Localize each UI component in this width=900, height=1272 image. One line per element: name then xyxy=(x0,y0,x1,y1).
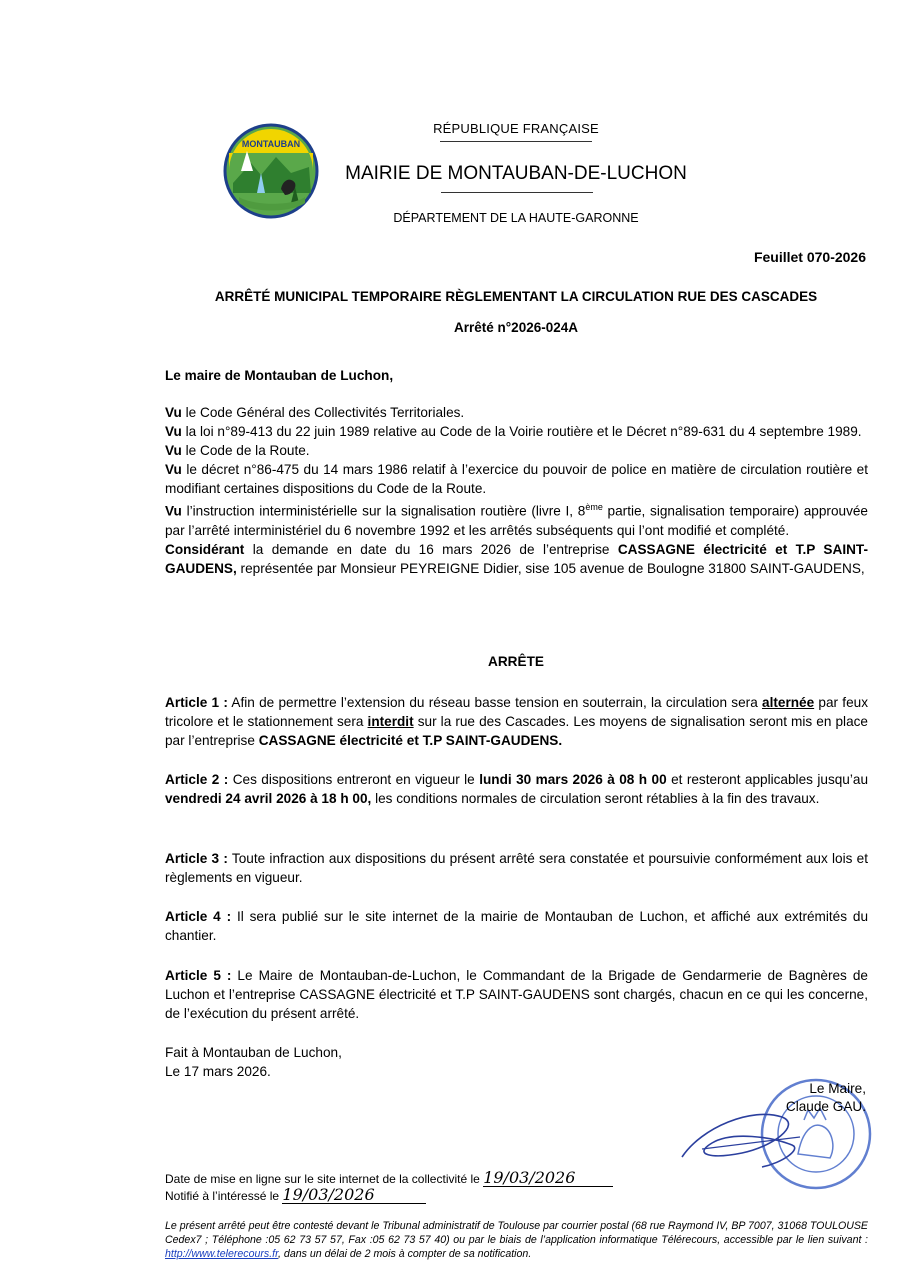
legal-notice: Le présent arrêté peut être contesté devant le Tribunal administratif de Toulouse par courrier postal (68 rue Raymond IV, BP 7007, 31068 TOULOUSE Cedex7 ; Téléphone :05 62 73 57 57, Fax :05 62 73 57 40) ou par le biais de l’application informatique Télérecours, accessible par le lien suivant : http://www.telerecours.fr, dans un délai de 2 mois à compter de sa notification. xyxy=(165,1220,868,1260)
opening-line: Le maire de Montauban de Luchon, xyxy=(165,368,394,383)
closing-date: Le 17 mars 2026. xyxy=(165,1064,271,1079)
republique-label: RÉPUBLIQUE FRANÇAISE xyxy=(433,121,599,136)
publication-block xyxy=(165,1170,613,1204)
vu-item: Vu le décret n°86-475 du 14 mars 1986 relatif à l’exercice du pouvoir de police en matière de circulation routière et modifiant certaines dispositions du Code de la Route. xyxy=(165,462,868,496)
article-5: Article 5 : Le Maire de Montauban-de-Luchon, le Commandant de la Brigade de Gendarmerie de Bagnères de Luchon et l’entreprise CASSAGNE électricité et T.P SAINT-GAUDENS sont chargés, chacun en ce qui les concerne, de l’exécution du présent arrêté. xyxy=(165,968,868,1021)
vu-section xyxy=(165,403,868,578)
article-1: Article 1 : Afin de permettre l’extension du réseau basse tension en souterrain, la circulation sera alternée par feux tricolore et le stationnement sera interdit sur la rue des Cascades. Les moyens de signalisation seront mis en place par l’entreprise CASSAGNE électricité et T.P SAINT-GAUDENS. xyxy=(165,695,869,748)
online-date: 19/03/2026 xyxy=(483,1170,613,1187)
signature-name: Claude GAU. xyxy=(785,1099,866,1114)
notified-date-line: Notifié à l’intéressé le 19/03/2026 xyxy=(165,1187,613,1204)
signature-block xyxy=(786,1080,866,1116)
feuillet-number: Feuillet 070-2026 xyxy=(753,249,866,265)
arrete-number: Arrêté n°2026-024A xyxy=(454,320,578,335)
divider xyxy=(440,141,592,142)
article-3: Article 3 : Toute infraction aux dispositions du présent arrêté sera constatée et poursuivie conformément aux lois et règlements en vigueur. xyxy=(165,851,868,885)
online-date-line: Date de mise en ligne sur le site internet de la collectivité le 19/03/2026 xyxy=(165,1170,613,1187)
vu-item: Vu l’instruction interministérielle sur la signalisation routière (livre I, 8ème partie, signalisation temporaire) approuvée par l’arrêté interministériel du 6 novembre 1992 et les arrêtés subséquents qui l’ont modifié et complété. xyxy=(165,502,868,538)
vu-item: Vu la loi n°89-413 du 22 juin 1989 relative au Code de la Voirie routière et le Décret n°89-631 du 4 septembre 1989. xyxy=(165,424,862,439)
document-title: ARRÊTÉ MUNICIPAL TEMPORAIRE RÈGLEMENTANT LA CIRCULATION RUE DES CASCADES xyxy=(214,289,818,304)
svg-text:MONTAUBAN: MONTAUBAN xyxy=(241,139,301,149)
article-2: Article 2 : Ces dispositions entreront en vigueur le lundi 30 mars 2026 à 08 h 00 et resteront applicables jusqu’au vendredi 24 avril 2026 à 18 h 00, les conditions normales de circulation seront rétablies à la fin des travaux. xyxy=(165,772,868,806)
vu-item: Vu le Code de la Route. xyxy=(165,443,310,458)
telerecours-link[interactable]: http://www.telerecours.fr xyxy=(165,1248,279,1260)
vu-item: Vu le Code Général des Collectivités Territoriales. xyxy=(165,405,465,420)
closing-place: Fait à Montauban de Luchon, xyxy=(165,1045,342,1060)
considerant-item: Considérant la demande en date du 16 mars 2026 de l’entreprise CASSAGNE électricité et T.P SAINT-GAUDENS, représentée par Monsieur PEYREIGNE Didier, sise 105 avenue de Boulogne 31800 SAINT-GAUDENS, xyxy=(165,541,868,576)
notified-date: 19/03/2026 xyxy=(282,1187,426,1204)
divider xyxy=(441,192,593,193)
signature-role: Le Maire, xyxy=(809,1081,866,1096)
arrete-heading: ARRÊTE xyxy=(488,654,544,669)
article-4: Article 4 : Il sera publié sur le site internet de la mairie de Montauban de Luchon, et affiché aux extrémités du chantier. xyxy=(165,909,869,943)
mairie-title: MAIRIE DE MONTAUBAN-DE-LUCHON xyxy=(345,163,687,184)
departement-label: DÉPARTEMENT DE LA HAUTE-GARONNE xyxy=(393,211,639,225)
